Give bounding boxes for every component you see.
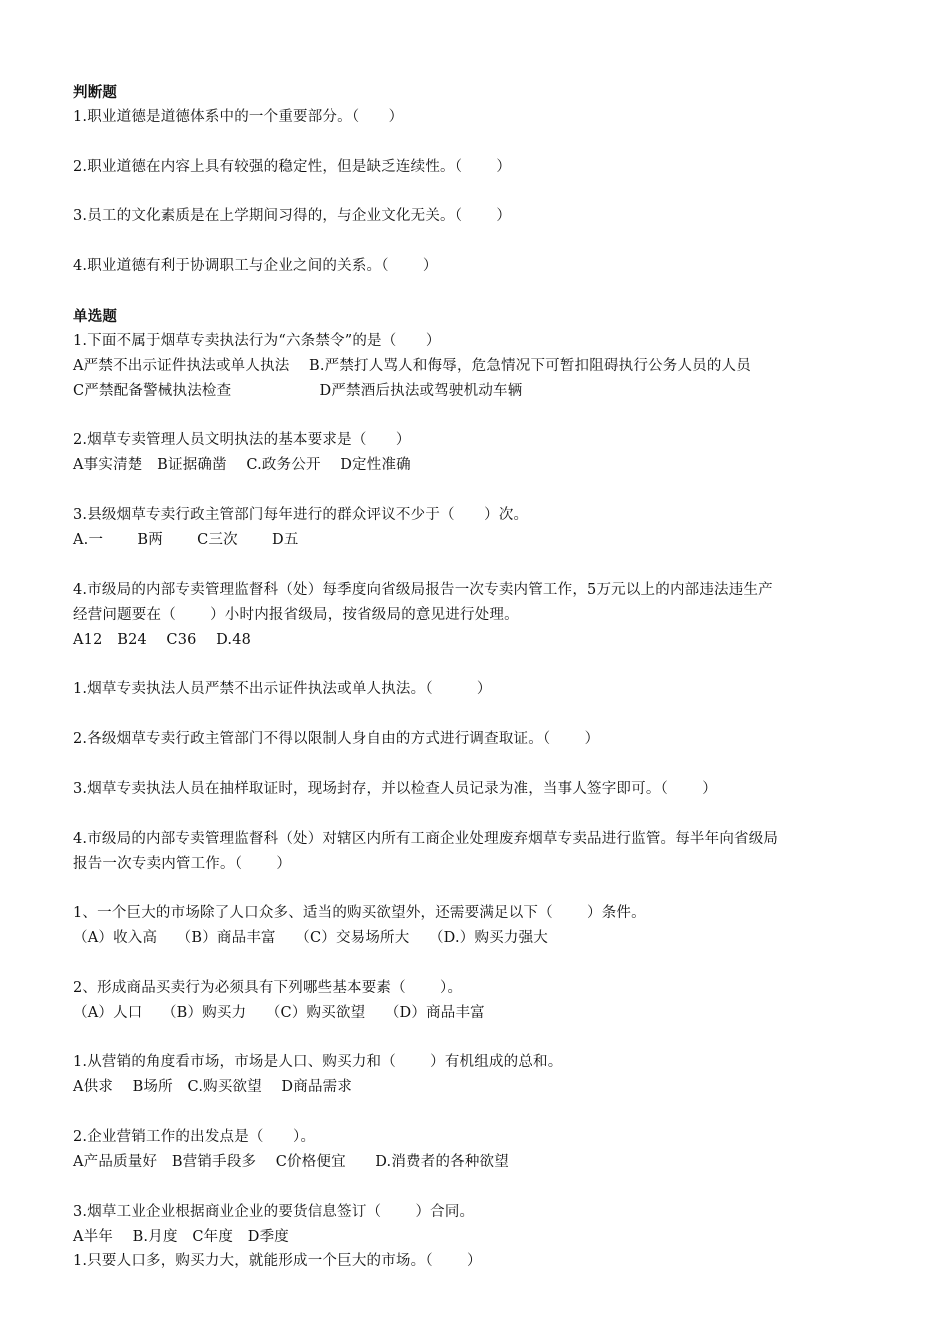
sc-question-4-line-2: 经营问题要在（ ）小时内报省级局，按省级局的意见进行处理。 — [73, 607, 519, 623]
heading-single-choice: 单选题 — [73, 309, 118, 325]
market-question-5-options: A半年 B.月度 C年度 D季度 — [73, 1229, 289, 1245]
heading-true-false: 判断题 — [73, 85, 118, 101]
tf-question-5: 1.烟草专卖执法人员严禁不出示证件执法或单人执法。（ ） — [73, 681, 492, 697]
tf-question-7: 3.烟草专卖执法人员在抽样取证时，现场封存，并以检查人员记录为准，当事人签字即可。（ ） — [73, 781, 717, 797]
market-question-5: 3.烟草工业企业根据商业企业的要货信息签订（ ）合同。 — [73, 1204, 475, 1220]
sc-question-1-options-2: C严禁配备警械执法检查 D严禁酒后执法或驾驶机动车辆 — [73, 383, 523, 399]
sc-question-2-options: A事实清楚 B证据确凿 C.政务公开 D定性准确 — [73, 457, 411, 473]
market-question-3: 1.从营销的角度看市场，市场是人口、购买力和（ ）有机组成的总和。 — [73, 1054, 563, 1070]
sc-question-1-options-1: A严禁不出示证件执法或单人执法 B.严禁打人骂人和侮辱，危急情况下可暂扣阻碍执行公务人员的人员 — [73, 358, 751, 374]
tf-question-3: 3.员工的文化素质是在上学期间习得的，与企业文化无关。（ ） — [73, 208, 512, 224]
sc-question-3-options: A.一 B两 C三次 D五 — [73, 532, 299, 548]
tf-question-4: 4.职业道德有利于协调职工与企业之间的关系。（ ） — [73, 258, 438, 274]
sc-question-4-options: A12 B24 C36 D.48 — [73, 632, 252, 648]
market-question-3-options: A供求 B场所 C.购买欲望 D商品需求 — [73, 1079, 353, 1095]
tf-question-8-line-2: 报告一次专卖内管工作。（ ） — [73, 856, 292, 872]
market-question-2-options: （A）人口 （B）购买力 （C）购买欲望 （D）商品丰富 — [73, 1005, 485, 1021]
sc-question-4-line-1: 4.市级局的内部专卖管理监督科（处）每季度向省级局报告一次专卖内管工作，5万元以上的内部违法违生产 — [73, 582, 773, 598]
sc-question-1: 1.下面不属于烟草专卖执法行为“六条禁令”的是（ ） — [73, 333, 441, 349]
sc-question-3: 3.县级烟草专卖行政主管部门每年进行的群众评议不少于（ ）次。 — [73, 507, 529, 523]
tf-question-1: 1.职业道德是道德体系中的一个重要部分。（ ） — [73, 109, 404, 125]
tf-question-2: 2.职业道德在内容上具有较强的稳定性，但是缺乏连续性。（ ） — [73, 159, 512, 175]
tf-question-6: 2.各级烟草专卖行政主管部门不得以限制人身自由的方式进行调查取证。（ ） — [73, 731, 600, 747]
market-question-4: 2.企业营销工作的出发点是（ ）。 — [73, 1129, 316, 1145]
market-question-4-options: A产品质量好 B营销手段多 C价格便宜 D.消费者的各种欲望 — [73, 1154, 509, 1170]
sc-question-2: 2.烟草专卖管理人员文明执法的基本要求是（ ） — [73, 432, 411, 448]
market-question-1: 1、一个巨大的市场除了人口众多、适当的购买欲望外，还需要满足以下（ ）条件。 — [73, 905, 646, 921]
market-question-6: 1.只要人口多，购买力大，就能形成一个巨大的市场。（ ） — [73, 1253, 482, 1269]
market-question-2: 2、形成商品买卖行为必须具有下列哪些基本要素（ ）。 — [73, 980, 463, 996]
market-question-1-options: （A）收入高 （B）商品丰富 （C）交易场所大 （D.）购买力强大 — [73, 930, 548, 946]
tf-question-8-line-1: 4.市级局的内部专卖管理监督科（处）对辖区内所有工商企业处理废弃烟草专卖品进行监管。每半年向省级局 — [73, 831, 779, 847]
